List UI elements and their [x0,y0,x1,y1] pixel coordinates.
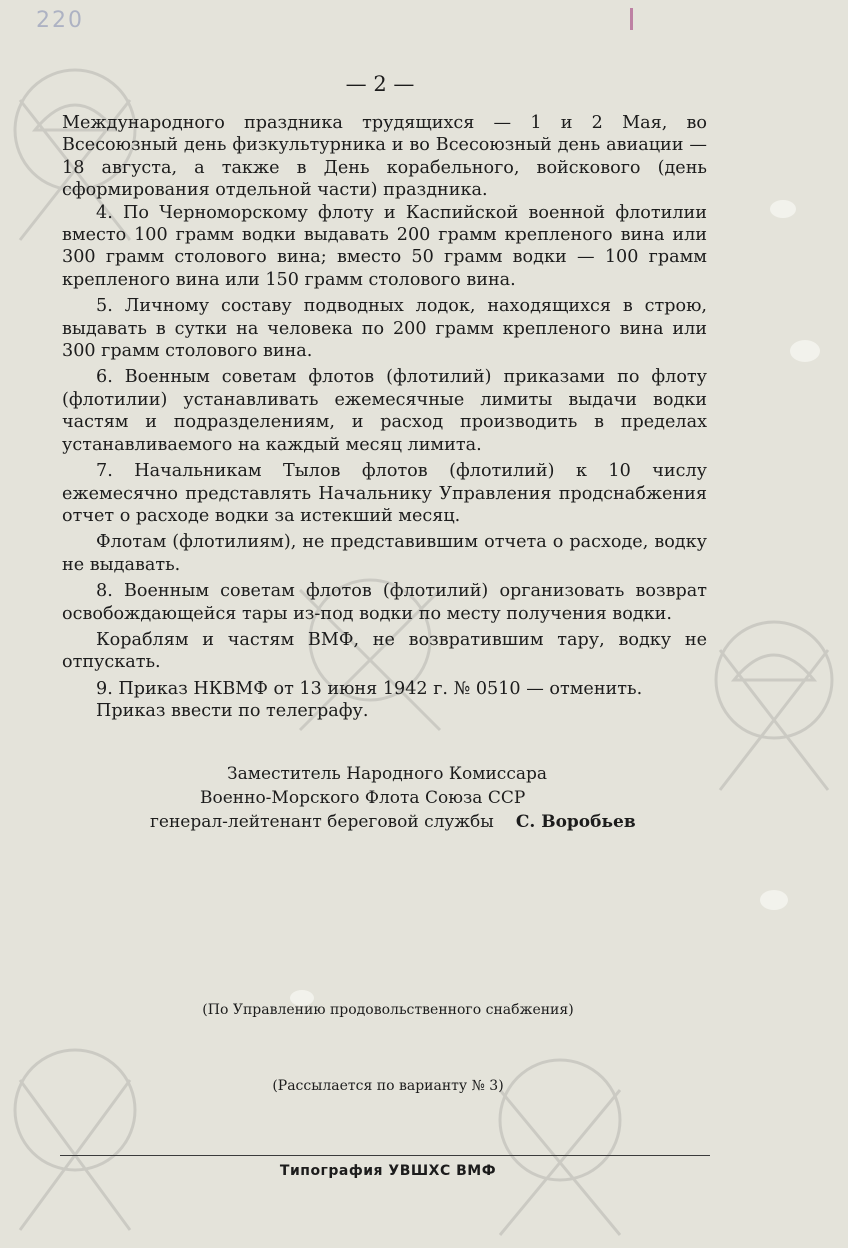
signatory-rank-line [150,810,710,834]
signature-block [150,762,710,834]
page-number: — 2 — [345,72,415,96]
footer-divider [60,1155,710,1156]
order-body [62,112,707,723]
paper-scuff [770,200,796,218]
paragraph: 6. Военным советам флотов (флотилий) приказами по флоту (флотилии) устанавливать ежемесячные лимиты выдачи водки частям и подразделениям, и расход производить в пределах устанавливаемого на каждый месяц лимита. [62,367,707,455]
paragraph: Флотам (флотилиям), не представившим отчета о расходе, водку не выдавать. [62,532,707,575]
paragraph: Приказ ввести по телеграфу. [96,701,369,722]
paper-scuff [760,890,788,910]
pencil-mark [630,8,633,30]
watermark-emblem-icon [0,1040,150,1240]
paragraph: 7. Начальникам Тылов флотов (флотилий) к 10 числу ежемесячно представлять Начальнику Управления продснабжения отчет о расходе водки за истекший месяц. [62,461,707,526]
paragraph: 9. Приказ НКВМФ от 13 июня 1942 г. № 0510 — отменить. [96,678,643,699]
department-note: (По Управлению продовольственного снабжения) [202,1002,574,1018]
distribution-note: (Рассылается по варианту № 3) [272,1078,504,1094]
printer-imprint: Типография УВШХС ВМФ [279,1163,497,1179]
signatory-title-line-1: Заместитель Народного Комиссара [227,764,547,784]
signatory-rank: генерал-лейтенант береговой службы [150,812,494,832]
handwritten-page-number: 220 [36,8,84,33]
paragraph: 5. Личному составу подводных лодок, находящихся в строю, выдавать в сутки на человека по 200 грамм крепленого вина или 300 грамм столового вина. [62,296,707,362]
paragraph: Международного праздника трудящихся — 1 и 2 Мая, во Всесоюзный день физкультурника и во Всесоюзный день авиации — 18 августа, а также в День корабельного, войскового (день сформирования отдельной части) праздника. [62,113,707,201]
paragraph: Кораблям и частям ВМФ, не возвратившим тару, водку не отпускать. [62,629,707,673]
signatory-name: С. Воробьев [515,812,636,832]
paragraph: 8. Военным советам флотов (флотилий) организовать возврат освобождающейся тары из-под водки по месту получения водки. [62,581,707,624]
paper-scuff [790,340,820,362]
watermark-emblem-icon [700,610,848,810]
paragraph: 4. По Черноморскому флоту и Каспийской военной флотилии вместо 100 грамм водки выдавать 200 грамм крепленого вина или 300 грамм столового вина; вместо 50 грамм водки — 100 грамм крепленого вина или 150 грамм столового вина. [62,202,707,290]
signatory-title-line-2: Военно-Морского Флота Союза ССР [200,788,526,808]
